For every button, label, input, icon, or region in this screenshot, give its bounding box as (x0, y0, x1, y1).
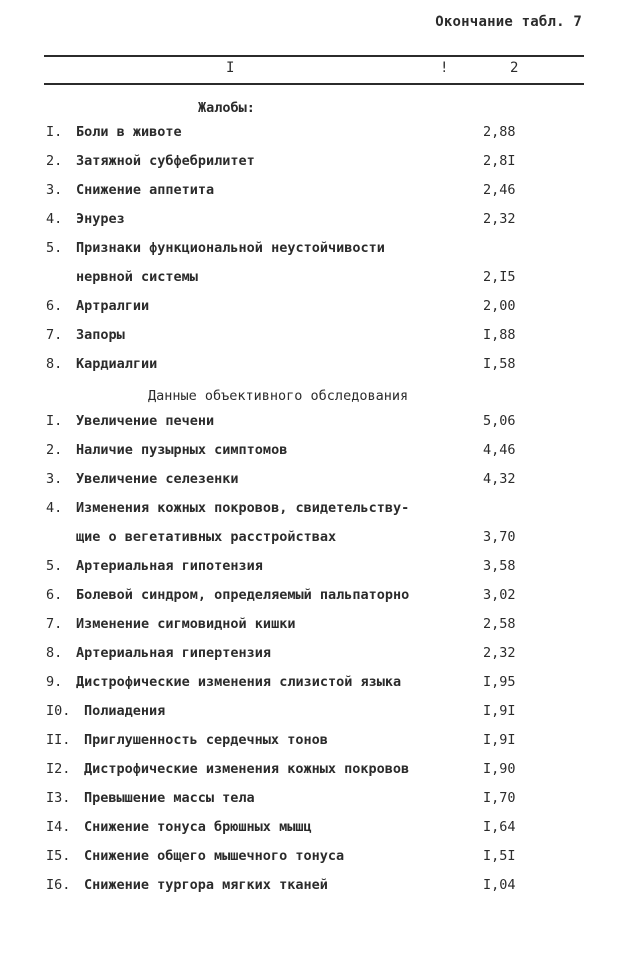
row-number: I3. (46, 790, 71, 806)
row-label: Артериальная гипертензия (76, 645, 272, 661)
row-value: 3,70 (483, 529, 516, 545)
row-label: Наличие пузырных симптомов (76, 442, 288, 458)
row-label: нервной системы (76, 269, 198, 285)
row-number: 2. (46, 442, 63, 458)
row-value: 2,32 (483, 211, 516, 227)
table-row (46, 211, 576, 231)
row-label: Дистрофические изменения кожных покровов (84, 761, 410, 777)
table-row (46, 674, 576, 694)
row-number: 5. (46, 558, 63, 574)
table-row (46, 848, 576, 868)
table-row (46, 587, 576, 607)
table-row (46, 790, 576, 810)
row-value: I,04 (483, 877, 516, 893)
row-value: 2,8I (483, 153, 516, 169)
row-value: I,5I (483, 848, 516, 864)
row-label: Болевой синдром, определяемый пальпаторно (76, 587, 410, 603)
row-value: 3,58 (483, 558, 516, 574)
header-top-rule (44, 55, 584, 57)
table-row (46, 819, 576, 839)
row-number: 3. (46, 182, 63, 198)
row-value: 2,58 (483, 616, 516, 632)
row-number: 4. (46, 211, 63, 227)
row-label: щие о вегетативных расстройствах (76, 529, 337, 545)
row-number: II. (46, 732, 71, 748)
row-label: Снижение общего мышечного тонуса (84, 848, 345, 864)
row-label: Артралгии (76, 298, 150, 314)
row-value: 2,32 (483, 645, 516, 661)
row-label: Снижение тургора мягких тканей (84, 877, 328, 893)
table-row (46, 356, 576, 376)
row-label: Полиадения (84, 703, 166, 719)
row-label: Боли в животе (76, 124, 182, 140)
row-label: Дистрофические изменения слизистой языка (76, 674, 402, 690)
header-separator: ! (440, 60, 449, 76)
row-label: Изменение сигмовидной кишки (76, 616, 296, 632)
row-number: I4. (46, 819, 71, 835)
row-value: I,70 (483, 790, 516, 806)
row-label: Энурез (76, 211, 125, 227)
table-row (46, 182, 576, 202)
row-label: Изменения кожных покровов, свидетельству- (76, 500, 410, 516)
table-row (46, 124, 576, 144)
row-label: Увеличение селезенки (76, 471, 239, 487)
row-label: Запоры (76, 327, 125, 343)
row-number: I. (46, 124, 63, 140)
table-row (46, 327, 576, 347)
row-number: 7. (46, 616, 63, 632)
row-value: I,9I (483, 703, 516, 719)
table-row (46, 761, 576, 781)
table-row (46, 877, 576, 897)
table-row (46, 269, 576, 289)
row-value: 2,00 (483, 298, 516, 314)
row-value: I,64 (483, 819, 516, 835)
row-number: 4. (46, 500, 63, 516)
row-label: Превышение массы тела (84, 790, 255, 806)
row-label: Кардиалгии (76, 356, 158, 372)
row-value: I,95 (483, 674, 516, 690)
objective-title: Данные объективного обследования (148, 388, 409, 404)
table-row (46, 616, 576, 636)
row-label: Снижение тонуса брюшных мышц (84, 819, 312, 835)
header-col1: I (226, 60, 235, 76)
row-number: I6. (46, 877, 71, 893)
header-bottom-rule (44, 83, 584, 85)
row-value: 2,46 (483, 182, 516, 198)
table-caption: Окончание табл. 7 (435, 14, 582, 30)
row-value: I,88 (483, 327, 516, 343)
row-label: Приглушенность сердечных тонов (84, 732, 328, 748)
row-value: 5,06 (483, 413, 516, 429)
table-row (46, 732, 576, 752)
table-row (46, 298, 576, 318)
table-row (46, 703, 576, 723)
table-row (46, 442, 576, 462)
row-number: 2. (46, 153, 63, 169)
table-row (46, 240, 576, 260)
row-label: Признаки функциональной неустойчивости (76, 240, 385, 256)
row-number: I5. (46, 848, 71, 864)
complaints-title: Жалобы: (198, 100, 255, 116)
row-number: 8. (46, 356, 63, 372)
table-row (46, 413, 576, 433)
row-number: I2. (46, 761, 71, 777)
row-number: 8. (46, 645, 63, 661)
row-value: I,90 (483, 761, 516, 777)
table-row (46, 153, 576, 173)
row-label: Снижение аппетита (76, 182, 215, 198)
row-number: 6. (46, 298, 63, 314)
row-number: I0. (46, 703, 71, 719)
table-row (46, 500, 576, 520)
row-value: I,58 (483, 356, 516, 372)
row-label: Затяжной субфебрилитет (76, 153, 255, 169)
row-value: 3,02 (483, 587, 516, 603)
table-row (46, 558, 576, 578)
row-number: 5. (46, 240, 63, 256)
table-row (46, 529, 576, 549)
row-value: 4,46 (483, 442, 516, 458)
row-number: 6. (46, 587, 63, 603)
row-number: 9. (46, 674, 63, 690)
row-number: 7. (46, 327, 63, 343)
row-label: Артериальная гипотензия (76, 558, 263, 574)
row-value: 2,I5 (483, 269, 516, 285)
row-number: 3. (46, 471, 63, 487)
row-value: 2,88 (483, 124, 516, 140)
row-label: Увеличение печени (76, 413, 215, 429)
row-value: 4,32 (483, 471, 516, 487)
row-number: I. (46, 413, 63, 429)
table-row (46, 645, 576, 665)
table-row (46, 471, 576, 491)
header-col2: 2 (510, 60, 519, 76)
row-value: I,9I (483, 732, 516, 748)
